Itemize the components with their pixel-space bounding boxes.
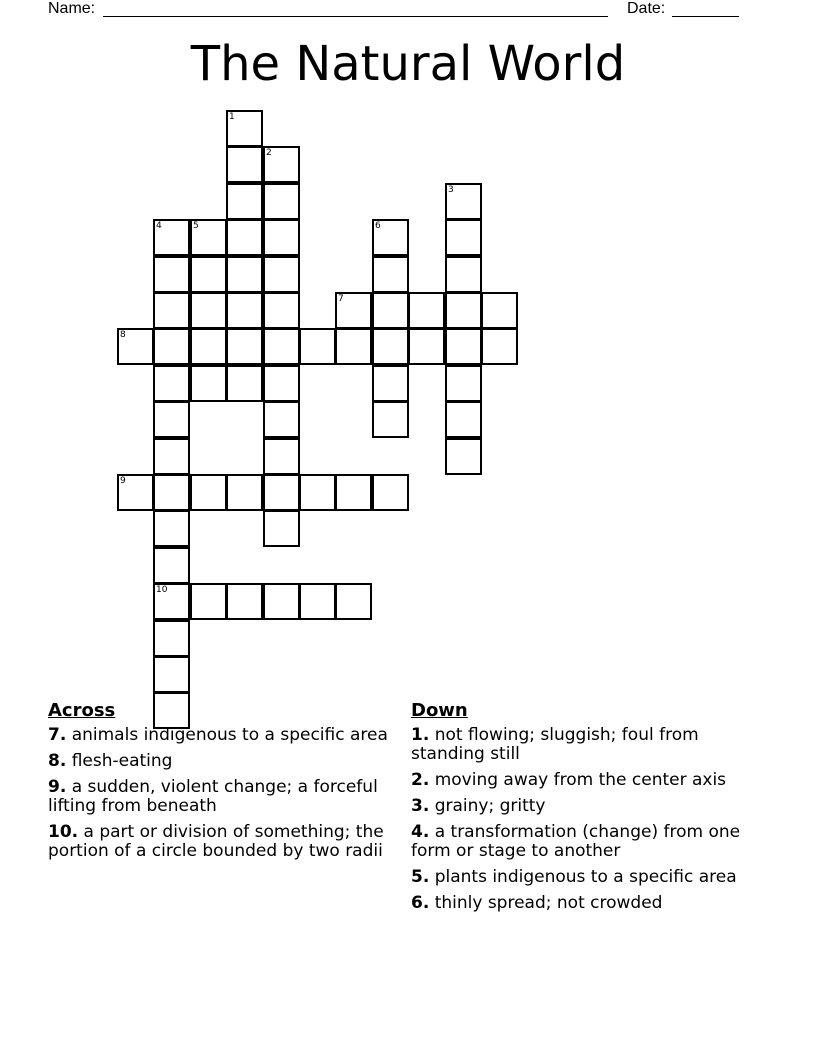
across-heading: Across [48, 700, 116, 721]
crossword-cell[interactable] [299, 474, 336, 511]
crossword-cell[interactable] [263, 328, 300, 365]
crossword-cell[interactable] [263, 474, 300, 511]
crossword-cell[interactable] [190, 474, 227, 511]
crossword-cell[interactable] [335, 583, 372, 620]
clue-down-6: 6. thinly spread; not crowded [411, 893, 663, 913]
crossword-cell[interactable] [263, 438, 300, 475]
crossword-cell[interactable] [263, 365, 300, 402]
crossword-cell[interactable] [445, 365, 482, 402]
crossword-cell[interactable] [445, 401, 482, 438]
crossword-cell[interactable] [190, 365, 227, 402]
crossword-cell[interactable] [372, 219, 409, 256]
crossword-cell[interactable] [372, 256, 409, 293]
crossword-cell[interactable] [226, 474, 263, 511]
clue-number: 4 [156, 221, 162, 231]
crossword-cell[interactable] [372, 365, 409, 402]
crossword-cell[interactable] [190, 219, 227, 256]
clue-across-7: 7. animals indigenous to a specific area [48, 725, 388, 745]
crossword-cell[interactable] [335, 474, 372, 511]
crossword-cell[interactable] [226, 256, 263, 293]
clue-number: 3 [448, 185, 454, 195]
crossword-cell[interactable] [372, 328, 409, 365]
down-clues [411, 700, 771, 920]
crossword-cell[interactable] [153, 219, 190, 256]
crossword-cell[interactable] [226, 110, 263, 147]
clue-down-5: 5. plants indigenous to a specific area [411, 867, 737, 887]
crossword-cell[interactable] [153, 510, 190, 547]
clue-across-10: 10. a part or division of something; the portion of a circle bounded by two radii [48, 822, 384, 861]
crossword-cell[interactable] [372, 474, 409, 511]
crossword-cell[interactable] [190, 256, 227, 293]
crossword-cell[interactable] [335, 328, 372, 365]
clue-down-2: 2. moving away from the center axis [411, 770, 727, 790]
crossword-cell[interactable] [408, 328, 445, 365]
crossword-cell[interactable] [372, 401, 409, 438]
clue-across-8: 8. flesh-eating [48, 751, 173, 771]
crossword-cell[interactable] [445, 438, 482, 475]
crossword-cell[interactable] [299, 328, 336, 365]
clue-down-3: 3. grainy; gritty [411, 796, 546, 816]
crossword-cell[interactable] [335, 292, 372, 329]
crossword-cell[interactable] [445, 183, 482, 220]
crossword-cell[interactable] [153, 583, 190, 620]
crossword-cell[interactable] [263, 219, 300, 256]
crossword-cell[interactable] [445, 256, 482, 293]
crossword-cell[interactable] [263, 183, 300, 220]
clue-number: 5 [193, 221, 199, 231]
crossword-cell[interactable] [263, 401, 300, 438]
crossword-cell[interactable] [226, 365, 263, 402]
date-label: Date: [627, 0, 666, 17]
crossword-cell[interactable] [153, 474, 190, 511]
crossword-cell[interactable] [445, 219, 482, 256]
crossword-cell[interactable] [117, 328, 154, 365]
crossword-cell[interactable] [153, 401, 190, 438]
crossword-cell[interactable] [226, 328, 263, 365]
crossword-cell[interactable] [190, 328, 227, 365]
crossword-cell[interactable] [445, 328, 482, 365]
crossword-cell[interactable] [226, 183, 263, 220]
across-clues [48, 700, 408, 868]
clue-number: 9 [120, 476, 126, 486]
crossword-cell[interactable] [153, 438, 190, 475]
crossword-cell[interactable] [481, 328, 518, 365]
crossword-cell[interactable] [153, 256, 190, 293]
clue-number: 2 [266, 148, 272, 158]
crossword-cell[interactable] [153, 292, 190, 329]
crossword-cell[interactable] [226, 583, 263, 620]
crossword-cell[interactable] [263, 146, 300, 183]
crossword-cell[interactable] [153, 656, 190, 693]
crossword-cell[interactable] [408, 292, 445, 329]
crossword-cell[interactable] [153, 620, 190, 657]
crossword-cell[interactable] [226, 146, 263, 183]
clue-number: 1 [229, 112, 235, 122]
crossword-cell[interactable] [190, 292, 227, 329]
page-title: The Natural World [190, 36, 626, 92]
crossword-cell[interactable] [190, 583, 227, 620]
crossword-cell[interactable] [153, 547, 190, 584]
crossword-cell[interactable] [117, 474, 154, 511]
crossword-cell[interactable] [153, 328, 190, 365]
crossword-cell[interactable] [481, 292, 518, 329]
clue-down-1: 1. not flowing; sluggish; foul from standing still [411, 725, 699, 764]
crossword-cell[interactable] [263, 510, 300, 547]
crossword-cell[interactable] [445, 292, 482, 329]
clue-number: 10 [156, 585, 168, 595]
crossword-cell[interactable] [226, 292, 263, 329]
crossword-cell[interactable] [372, 292, 409, 329]
crossword-cell[interactable] [263, 292, 300, 329]
crossword-cell[interactable] [299, 583, 336, 620]
clue-number: 6 [375, 221, 381, 231]
crossword-cell[interactable] [226, 219, 263, 256]
clue-down-4: 4. a transformation (change) from one form or stage to another [411, 822, 741, 861]
down-heading: Down [411, 700, 468, 721]
crossword-cell[interactable] [263, 256, 300, 293]
clue-number: 8 [120, 330, 126, 340]
clue-number: 7 [338, 294, 344, 304]
crossword-cell[interactable] [153, 365, 190, 402]
clue-across-9: 9. a sudden, violent change; a forceful lifting from beneath [48, 777, 378, 816]
name-label: Name: [48, 0, 96, 17]
crossword-cell[interactable] [263, 583, 300, 620]
